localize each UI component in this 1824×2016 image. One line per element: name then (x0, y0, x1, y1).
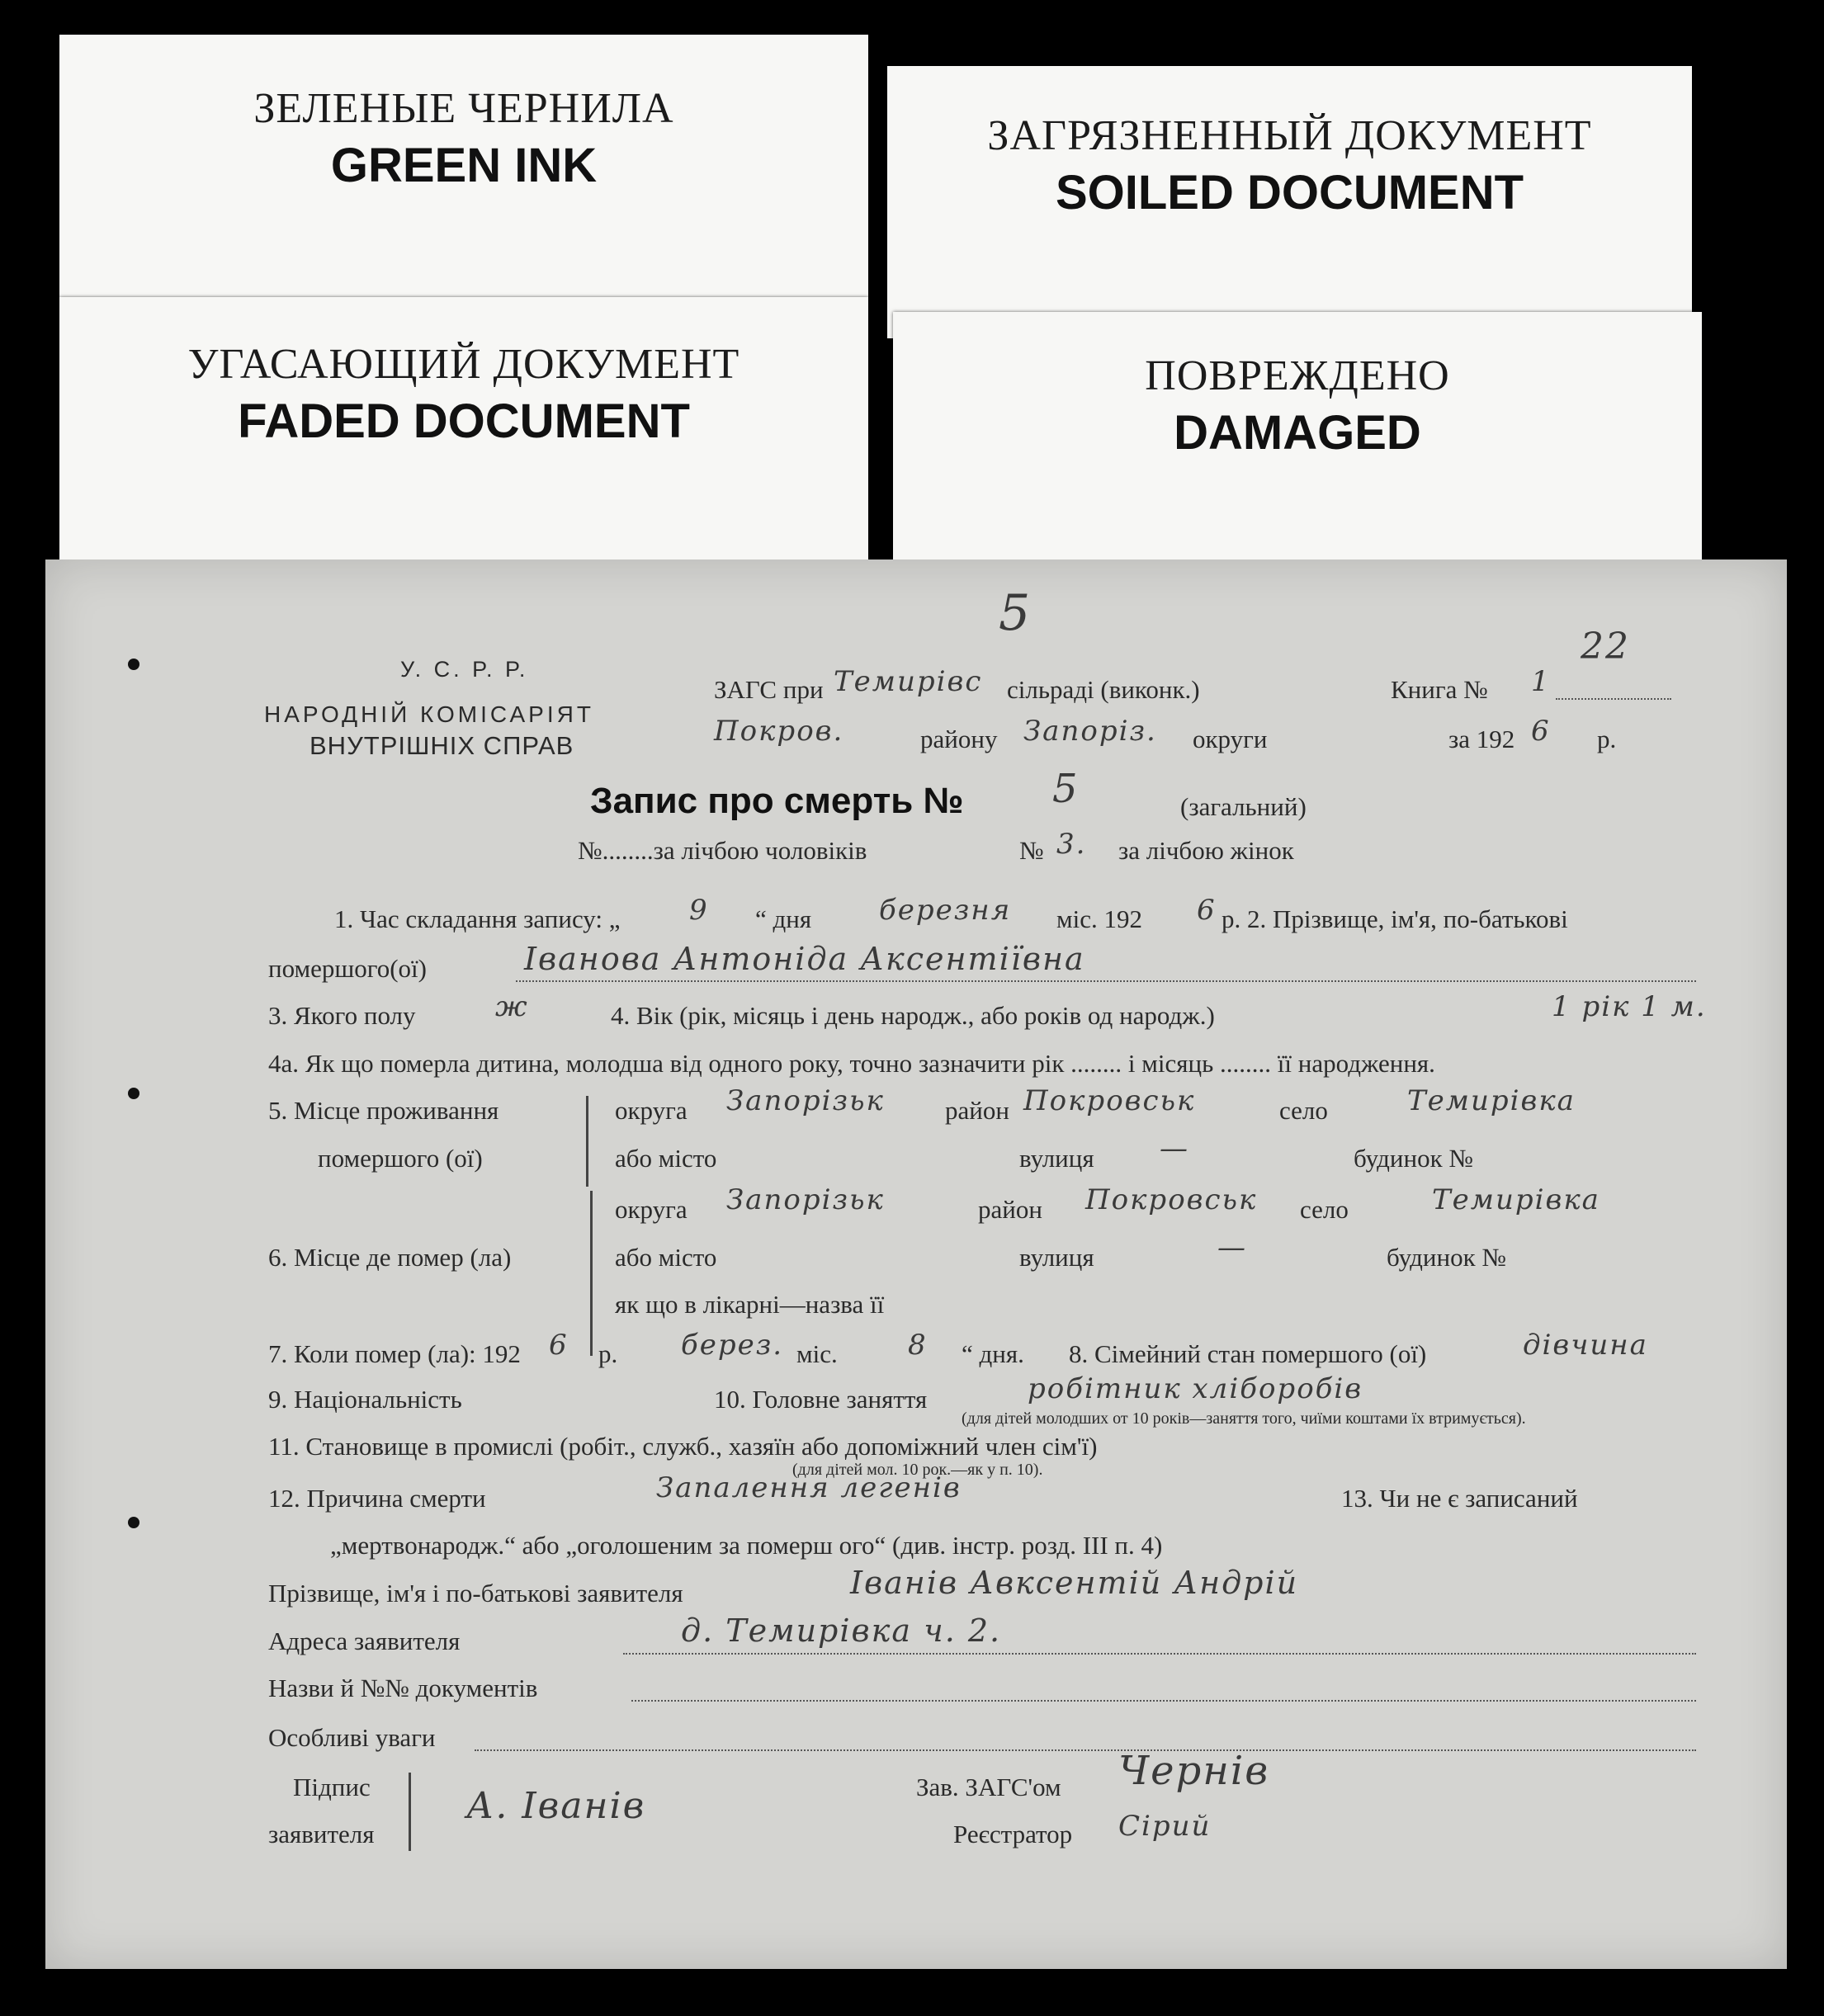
q5b-label: помершого (ої) (318, 1144, 483, 1173)
q1d-label: р. 2. Прізвище, ім'я, по-батькові (1222, 904, 1568, 933)
q10-note: (для дітей молодших от 10 років—заняття того, чиїми коштами їх втримується). (962, 1409, 1526, 1428)
book-label: Книга № (1391, 675, 1488, 704)
signature-label: Підпис (293, 1773, 371, 1801)
card-label-en: SOILED DOCUMENT (1055, 166, 1524, 220)
documents-label: Назви й №№ документів (268, 1674, 538, 1702)
raion-label-6: район (978, 1195, 1042, 1224)
hw-age: 1 рік 1 м. (1552, 990, 1707, 1023)
hw-year: 6 (1531, 715, 1551, 748)
hw-day-7: 8 (908, 1329, 928, 1362)
hw-sex: ж (495, 990, 529, 1023)
hw-dash: — (1160, 1132, 1189, 1165)
year-label: за 192 (1448, 725, 1515, 753)
hw-applicant-signature: А. Іванів (466, 1785, 646, 1827)
card-label-ru: ПОВРЕЖДЕНО (1145, 352, 1450, 399)
hw-day: 9 (689, 894, 709, 927)
hw-year-7: 6 (549, 1329, 569, 1362)
punch-hole (128, 1088, 139, 1099)
raion-label-5: район (945, 1096, 1009, 1125)
hw-year2: 6 (1197, 894, 1217, 927)
men-count-label: №........за лічбою чоловіків (578, 836, 867, 865)
hw-okruh: Запоріз. (1023, 715, 1157, 748)
q1c-label: міс. 192 (1056, 904, 1142, 933)
hw-family-status: дівчина (1523, 1329, 1648, 1362)
q7-mis: міс. (796, 1339, 838, 1368)
q12-label: 12. Причина смерти (268, 1484, 486, 1513)
card-label-en: DAMAGED (1174, 406, 1421, 460)
applicant-label: Прізвище, ім'я і по-батькові заявителя (268, 1579, 683, 1608)
hw-selo-5: Темирівка (1407, 1084, 1576, 1117)
selo-label-5: село (1279, 1096, 1328, 1125)
commissariat-line-1: НАРОДНІЙ КОМІСАРІЯТ (264, 701, 594, 727)
okruha-label: округа (615, 1096, 688, 1125)
death-record-sheet (45, 559, 1787, 1969)
hw-raion: Покров. (714, 715, 844, 748)
record-title: Запис про смерть № (590, 781, 964, 821)
q7-r: р. (598, 1339, 618, 1368)
q13-label: 13. Чи не є записаний (1341, 1484, 1578, 1513)
usrr-header: У. С. Р. Р. (400, 657, 529, 682)
q10-label: 10. Головне заняття (714, 1385, 928, 1414)
hw-okruha-5: Запорізьк (726, 1084, 885, 1117)
hw-cause: Запалення легенів (656, 1471, 962, 1504)
hw-women-count: 3. (1056, 828, 1087, 861)
q5a-label: 5. Місце проживання (268, 1096, 499, 1125)
q1b-label: “ дня (755, 904, 812, 933)
hw-zags-head-signature: Чернів (1118, 1748, 1270, 1794)
q3-label: 3. Якого полу (268, 1001, 416, 1030)
green-ink-card (59, 35, 868, 315)
q1-label: 1. Час складання запису: „ (334, 904, 621, 933)
hw-applicant: Іванів Авксентій Андрій (850, 1565, 1299, 1601)
hw-occupation: робітник хліборобів (1028, 1372, 1363, 1405)
hw-book-number: 1 (1531, 665, 1551, 698)
q7-label: 7. Коли помер (ла): 192 (268, 1339, 521, 1368)
budynok-label-6: будинок № (1387, 1243, 1506, 1272)
q4-label: 4. Вік (рік, місяць і день народж., або років од народж.) (611, 1001, 1215, 1030)
hw-okruha-6: Запорізьк (726, 1183, 885, 1216)
okruhy-label: округи (1193, 725, 1268, 753)
zags-head-label: Зав. ЗАГС'ом (916, 1773, 1061, 1801)
hw-record-number: 5 (1052, 766, 1080, 812)
q13b-label: „мертвонародж.“ або „оголошеним за померш ого“ (див. інстр. розд. III п. 4) (330, 1531, 1163, 1560)
card-label-en: GREEN INK (330, 139, 598, 192)
hw-deceased-name: Іванова Антоніда Аксентіївна (524, 941, 1085, 977)
year-suffix: р. (1597, 725, 1617, 753)
faded-document-card (59, 297, 868, 569)
vulytsia-label-6: вулиця (1019, 1243, 1094, 1272)
hw-dash: — (1217, 1231, 1247, 1264)
misto-label-5: або місто (615, 1144, 717, 1173)
commissariat-line-2: ВНУТРІШНІХ СПРАВ (310, 731, 574, 760)
registrar-label: Реєстратор (953, 1820, 1073, 1848)
damaged-card (893, 312, 1702, 576)
hw-raion-6: Покровськ (1085, 1183, 1258, 1216)
hw-corner-number: 22 (1581, 626, 1630, 668)
budynok-label-5: будинок № (1354, 1144, 1473, 1173)
q11-note: (для дітей мол. 10 рок.—як у п. 10). (792, 1461, 1043, 1479)
zahalnyi-label: (загальний) (1180, 792, 1307, 821)
hw-top-number: 5 (999, 584, 1032, 642)
okruha-label-6: округа (615, 1195, 688, 1224)
selo-label-6: село (1300, 1195, 1349, 1224)
hw-registrar-signature: Сірий (1118, 1810, 1212, 1843)
q6-label: 6. Місце де помер (ла) (268, 1243, 512, 1272)
women-count-label: за лічбою жінок (1118, 836, 1294, 865)
q9-label: 9. Національність (268, 1385, 462, 1414)
card-label-ru: УГАСАЮЩИЙ ДОКУМЕНТ (187, 341, 740, 388)
notes-label: Особливі уваги (268, 1723, 436, 1752)
women-count-prefix: № (1019, 836, 1044, 865)
soiled-document-card (887, 66, 1692, 338)
q11-label: 11. Становище в промислі (робіт., служб., хазяїн або допоміжний член сім'ї) (268, 1432, 1098, 1461)
card-label-ru: ЗЕЛЕНЫЕ ЧЕРНИЛА (253, 85, 674, 132)
q7-dnia: “ дня. (962, 1339, 1024, 1368)
address-label: Адреса заявителя (268, 1626, 461, 1655)
silradi-label: сільраді (виконк.) (1007, 675, 1200, 704)
card-label-en: FADED DOCUMENT (238, 394, 690, 448)
hw-raion-5: Покровськ (1023, 1084, 1196, 1117)
q8-label: 8. Сімейний стан помершого (ої) (1069, 1339, 1427, 1368)
hw-selo-6: Темирівка (1432, 1183, 1600, 1216)
q2b-label: помершого(ої) (268, 954, 427, 983)
punch-hole (128, 1517, 139, 1528)
hw-month: березня (879, 894, 1012, 927)
misto-label-6: або місто (615, 1243, 717, 1272)
punch-hole (128, 659, 139, 670)
raion-label: району (920, 725, 998, 753)
applicant-signature-label: заявителя (268, 1820, 375, 1848)
zags-label: ЗАГС при (714, 675, 824, 704)
hospital-label: як що в лікарні—назва її (615, 1290, 885, 1319)
vulytsia-label-5: вулиця (1019, 1144, 1094, 1173)
hw-month-7: берез. (681, 1329, 784, 1362)
hw-address: д. Темирівка ч. 2. (681, 1612, 1002, 1649)
card-label-ru: ЗАГРЯЗНЕННЫЙ ДОКУМЕНТ (987, 112, 1592, 159)
hw-village: Темирівс (834, 665, 983, 698)
q4a-label: 4а. Як що померла дитина, молодша від одного року, точно зазначити рік ........ і місяць ........ її народження. (268, 1049, 1435, 1078)
